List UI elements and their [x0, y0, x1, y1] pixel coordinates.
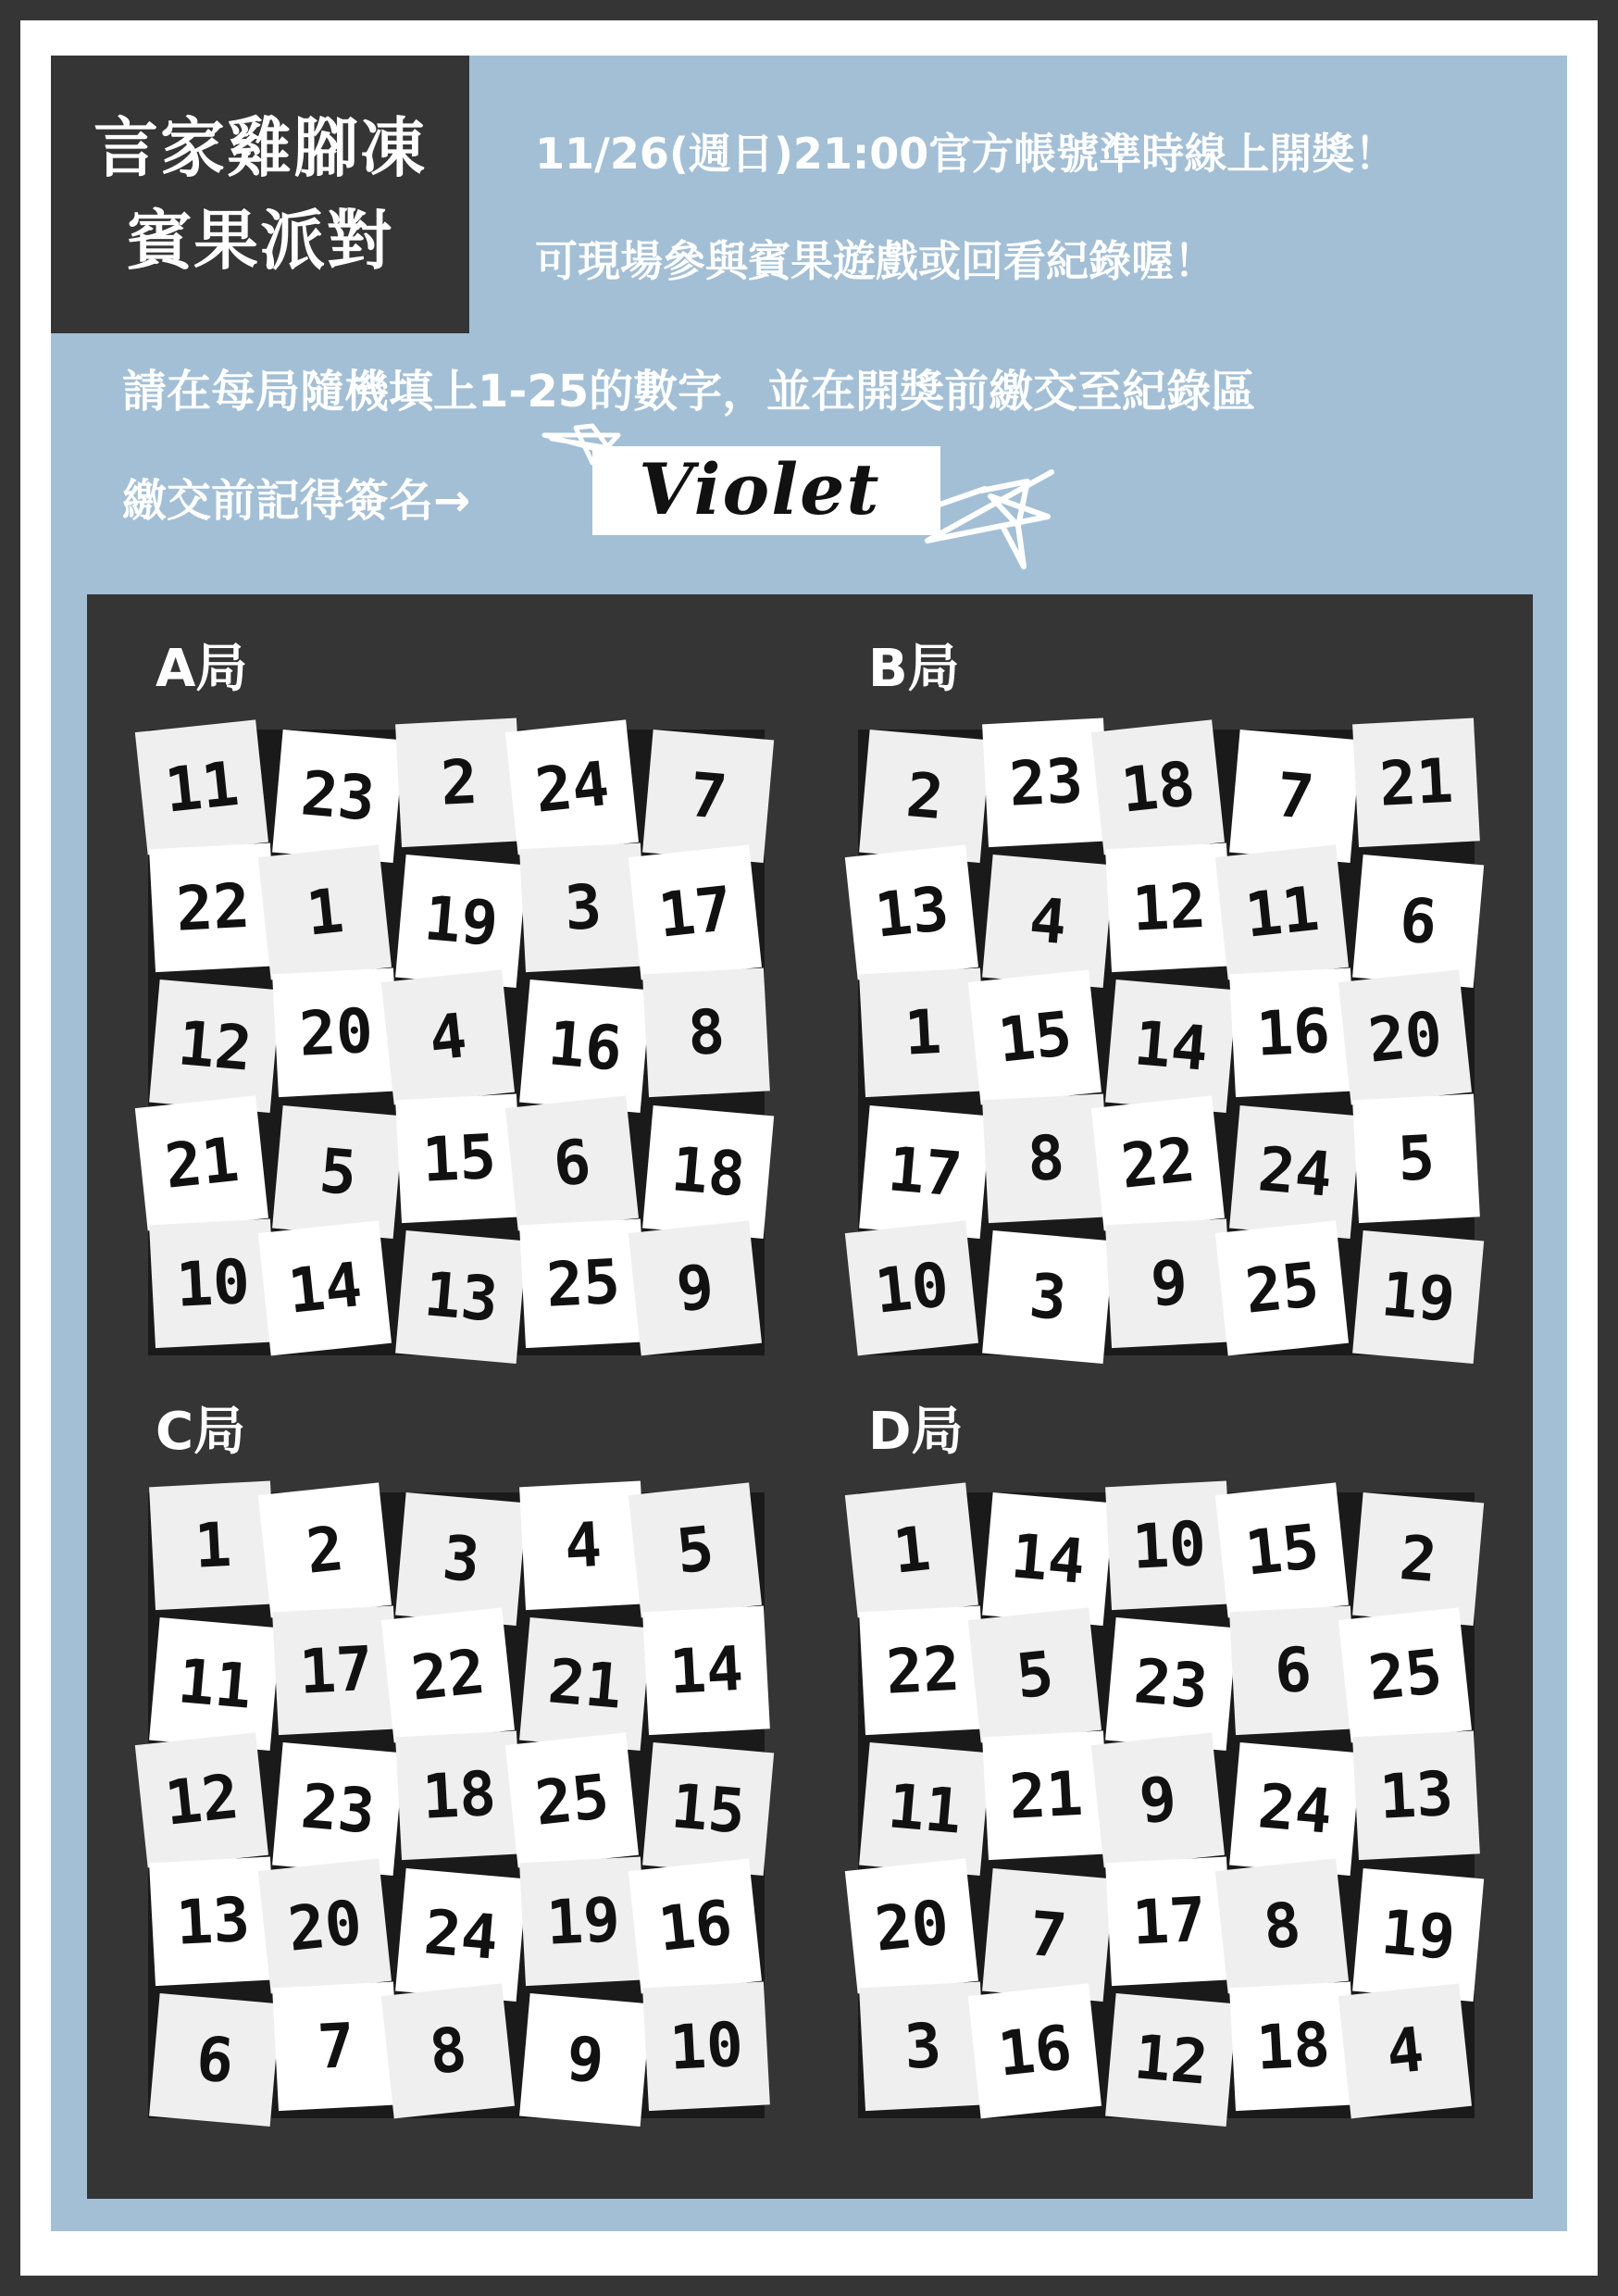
- doodle-stars: [0, 0, 1618, 648]
- bingo-cell[interactable]: 9: [629, 1220, 762, 1355]
- bingo-cell[interactable]: 11: [149, 1617, 280, 1751]
- bingo-cell[interactable]: 18: [395, 1731, 523, 1861]
- bingo-cell[interactable]: 8: [642, 968, 770, 1098]
- bingo-cell[interactable]: 20: [1338, 970, 1472, 1105]
- bingo-cell[interactable]: 8: [982, 1093, 1110, 1223]
- bingo-cell[interactable]: 14: [1105, 980, 1237, 1113]
- bingo-cell[interactable]: 18: [642, 1105, 774, 1239]
- bingo-cell[interactable]: 23: [272, 1742, 404, 1876]
- bingo-cell[interactable]: 21: [519, 1617, 651, 1751]
- bingo-cell[interactable]: 13: [1352, 1731, 1480, 1861]
- bingo-cell[interactable]: 7: [642, 730, 774, 863]
- bingo-cell[interactable]: 23: [272, 730, 404, 863]
- bingo-card-c: [148, 1492, 765, 2118]
- bingo-cell[interactable]: 3: [982, 1230, 1114, 1364]
- bingo-cell[interactable]: 4: [381, 970, 515, 1105]
- bingo-cell[interactable]: 20: [258, 1858, 392, 1993]
- bingo-cell[interactable]: 21: [1352, 718, 1480, 847]
- bingo-cell[interactable]: 19: [519, 1856, 647, 1986]
- bingo-cell[interactable]: 24: [395, 1868, 527, 2002]
- bingo-cell[interactable]: 21: [135, 1095, 268, 1230]
- bingo-cell[interactable]: 7: [272, 1981, 400, 2111]
- bingo-cell[interactable]: 24: [1229, 1742, 1361, 1876]
- bingo-cell[interactable]: 23: [982, 718, 1110, 847]
- bingo-cell[interactable]: 16: [968, 1983, 1101, 2118]
- bingo-cell[interactable]: 24: [1229, 1105, 1361, 1239]
- bingo-cell[interactable]: 9: [1105, 1218, 1233, 1348]
- bingo-cell[interactable]: 3: [395, 1492, 527, 1626]
- event-title-line2: 賓果派對: [127, 203, 393, 279]
- bingo-cell[interactable]: 12: [135, 1733, 268, 1868]
- bingo-cell[interactable]: 11: [1214, 845, 1348, 980]
- bingo-cell[interactable]: 5: [968, 1608, 1101, 1743]
- bingo-cell[interactable]: 4: [1338, 1983, 1472, 2118]
- bingo-cell[interactable]: 4: [519, 1480, 647, 1610]
- bingo-cell[interactable]: 25: [504, 1733, 638, 1868]
- bingo-cell[interactable]: 11: [135, 719, 268, 855]
- bingo-cell[interactable]: 24: [504, 719, 638, 855]
- bingo-cell[interactable]: 9: [519, 1993, 651, 2127]
- bingo-cell[interactable]: 11: [859, 1742, 990, 1876]
- bingo-cell[interactable]: 15: [642, 1742, 774, 1876]
- fill-instruction: 請在每局隨機填上1-25的數字，並在開獎前繳交至紀錄區: [122, 366, 1256, 418]
- bingo-cell[interactable]: 6: [149, 1993, 280, 2127]
- bingo-card-d: [858, 1492, 1475, 2118]
- bingo-cell[interactable]: 19: [1352, 1230, 1484, 1364]
- bingo-cell[interactable]: 23: [1105, 1617, 1237, 1751]
- bingo-cell[interactable]: 12: [149, 980, 280, 1113]
- replay-notice: 可現場參與賓果遊戲或回看紀錄喔！: [535, 236, 1216, 286]
- bingo-cell[interactable]: 22: [149, 843, 277, 973]
- bingo-cell[interactable]: 15: [968, 970, 1101, 1105]
- bingo-cell[interactable]: 15: [1214, 1482, 1348, 1617]
- bingo-cell[interactable]: 25: [519, 1218, 647, 1348]
- bingo-cell[interactable]: 6: [504, 1095, 638, 1230]
- bingo-cell[interactable]: 14: [258, 1220, 392, 1355]
- bingo-cell[interactable]: 6: [1229, 1606, 1357, 1736]
- bingo-cell[interactable]: 4: [982, 855, 1114, 988]
- bingo-cell[interactable]: 2: [1352, 1492, 1484, 1626]
- bingo-cell[interactable]: 10: [642, 1981, 770, 2111]
- bingo-cell[interactable]: 25: [1214, 1220, 1348, 1355]
- sign-instruction: 繳交前記得簽名→: [122, 475, 471, 527]
- bingo-cell[interactable]: 16: [519, 980, 651, 1113]
- bingo-cell[interactable]: 3: [519, 843, 647, 973]
- bingo-cell[interactable]: 16: [1229, 968, 1357, 1098]
- bingo-cell[interactable]: 13: [149, 1856, 277, 1986]
- bingo-cell[interactable]: 14: [642, 1606, 770, 1736]
- bingo-cell[interactable]: 2: [258, 1482, 392, 1617]
- bingo-cell[interactable]: 9: [1091, 1733, 1225, 1868]
- bingo-cell[interactable]: 18: [1091, 719, 1225, 855]
- bingo-cell[interactable]: 17: [272, 1606, 400, 1736]
- bingo-cell[interactable]: 16: [629, 1858, 762, 1993]
- bingo-cell[interactable]: 25: [1338, 1608, 1472, 1743]
- bingo-cell[interactable]: 22: [859, 1606, 987, 1736]
- bingo-cell[interactable]: 1: [149, 1480, 277, 1610]
- bingo-card-a: [148, 730, 765, 1355]
- card-a-label: A局: [156, 639, 248, 699]
- bingo-cell[interactable]: 1: [258, 845, 392, 980]
- bingo-cell[interactable]: 5: [1352, 1093, 1480, 1223]
- bingo-cell[interactable]: 20: [272, 968, 400, 1098]
- bingo-cell[interactable]: 17: [859, 1105, 990, 1239]
- bingo-cell[interactable]: 2: [859, 730, 990, 863]
- bingo-cell[interactable]: 21: [982, 1731, 1110, 1861]
- bingo-cell[interactable]: 12: [1105, 843, 1233, 973]
- card-d-label: D局: [868, 1402, 964, 1462]
- bingo-cell[interactable]: 1: [845, 1482, 978, 1617]
- large-star-icon: [927, 472, 1052, 567]
- bingo-cell[interactable]: 22: [381, 1608, 515, 1743]
- bingo-cell[interactable]: 13: [845, 845, 978, 980]
- bingo-cell[interactable]: 8: [1214, 1858, 1348, 1993]
- small-star-icon: [544, 426, 622, 463]
- bingo-cell[interactable]: 19: [1352, 1868, 1484, 2002]
- card-b-label: B局: [868, 639, 960, 699]
- bingo-cell[interactable]: 7: [1229, 730, 1361, 863]
- bingo-cell[interactable]: 5: [272, 1105, 404, 1239]
- bingo-cell[interactable]: 19: [395, 855, 527, 988]
- bingo-cell[interactable]: 7: [982, 1868, 1114, 2002]
- bingo-cell[interactable]: 1: [859, 968, 987, 1098]
- bingo-cell[interactable]: 5: [629, 1482, 762, 1617]
- bingo-cell[interactable]: 17: [1105, 1856, 1233, 1986]
- bingo-card-b: [858, 730, 1475, 1355]
- bingo-cell[interactable]: 20: [845, 1858, 978, 1993]
- bingo-cell[interactable]: 12: [1105, 1993, 1237, 2127]
- bingo-cell[interactable]: 10: [149, 1218, 277, 1348]
- bingo-cell[interactable]: 8: [381, 1983, 515, 2118]
- signature-text: Violet: [639, 448, 881, 530]
- card-c-label: C局: [156, 1402, 246, 1462]
- bingo-cell[interactable]: 17: [629, 845, 762, 980]
- draw-time-notice: 11/26(週日)21:00官方帳號準時線上開獎！: [535, 129, 1398, 179]
- event-title-line1: 言家雞腳凍: [93, 110, 427, 186]
- bingo-cell[interactable]: 6: [1352, 855, 1484, 988]
- bingo-cell[interactable]: 10: [845, 1220, 978, 1355]
- bingo-cell[interactable]: 22: [1091, 1095, 1225, 1230]
- bingo-cell[interactable]: 3: [859, 1981, 987, 2111]
- bingo-cell[interactable]: 18: [1229, 1981, 1357, 2111]
- bingo-cell[interactable]: 14: [982, 1492, 1114, 1626]
- bingo-cell[interactable]: 15: [395, 1093, 523, 1223]
- bingo-cell[interactable]: 2: [395, 718, 523, 847]
- bingo-cell[interactable]: 13: [395, 1230, 527, 1364]
- bingo-cell[interactable]: 10: [1105, 1480, 1233, 1610]
